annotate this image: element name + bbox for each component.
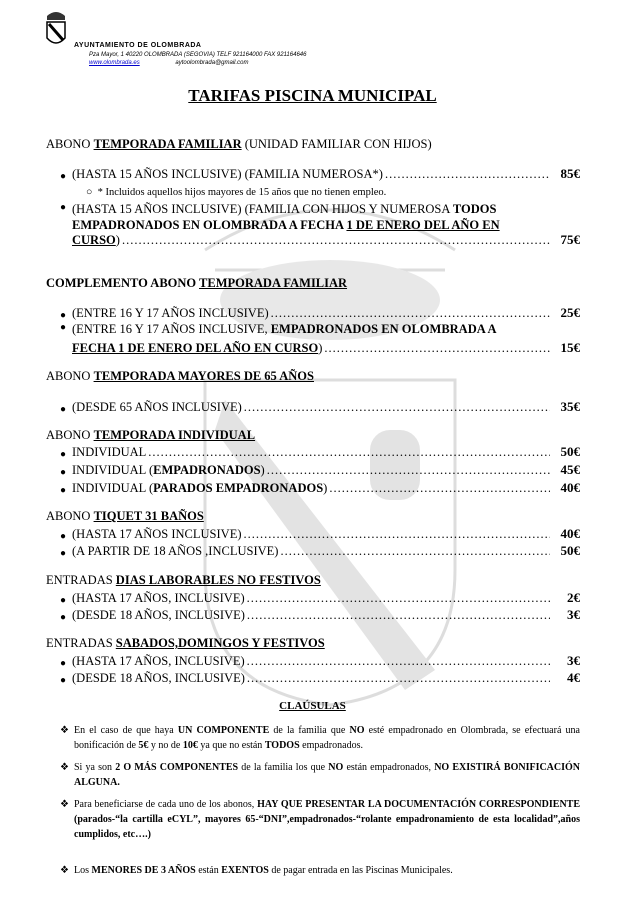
- clause-item: ❖ Para beneficiarse de cada uno de los abonos, HAY QUE PRESENTAR LA DOCUMENTACIÓN CORRESPONDIENTE (parados-“la cartilla eCYL”, mayores 65-“DNI”,empadronados-“rolante empadronamiento de esta localidad”,años cumplidos, etc….): [60, 799, 581, 840]
- note-item: ○ * Incluidos aquellos hijos mayores de 15 años que no tienen empleo.: [86, 187, 387, 198]
- clause-item: ❖ Si ya son 2 O MÁS COMPONENTES de la familia los que NO están empadronados, NO EXISTIRÁ BONIFICACIÓN ALGUNA.: [60, 762, 581, 788]
- price: 25€: [560, 305, 580, 320]
- letterhead: [44, 8, 604, 68]
- price-row: ● (HASTA 17 AÑOS, INCLUSIVE) ..... 3€: [60, 653, 580, 669]
- diamond-bullet-icon: ❖: [60, 865, 69, 876]
- clause-item: ❖ Los MENORES DE 3 AÑOS están EXENTOS de pagar entrada en las Piscinas Municipales.: [60, 865, 453, 876]
- org-name: AYUNTAMIENTO DE OLOMBRADA: [74, 42, 202, 49]
- section-laborables: ENTRADAS DIAS LABORABLES NO FESTIVOS: [46, 573, 321, 587]
- price: 3€: [567, 607, 580, 622]
- price-row: CURSO) ..... 75€: [72, 232, 580, 248]
- row-multiline: EMPADRONADOS EN OLOMBRADA A FECHA 1 DE ENERO DEL AÑO EN: [72, 218, 500, 232]
- price-row: ● (A PARTIR DE 18 AÑOS ,INCLUSIVE) ..... 50€: [60, 543, 580, 559]
- price: 85€: [560, 166, 580, 181]
- org-address: Pza Mayor, 1 40220 OLOMBRADA (SEGOVIA) TELF 921164000 FAX 921164646: [89, 52, 307, 58]
- price: 50€: [560, 444, 580, 459]
- price-row: ● (HASTA 17 AÑOS INCLUSIVE) ..... 40€: [60, 526, 580, 542]
- price-row: ● (HASTA 15 AÑOS INCLUSIVE) (FAMILIA NUMEROSA*) ..... 85€: [60, 166, 580, 182]
- diamond-bullet-icon: ❖: [60, 799, 69, 810]
- price: 50€: [560, 543, 580, 558]
- price-row: ● INDIVIDUAL (PARADOS EMPADRONADOS) ..... 40€: [60, 480, 580, 496]
- section-festivos: ENTRADAS SABADOS,DOMINGOS Y FESTIVOS: [46, 636, 325, 650]
- price: 35€: [560, 399, 580, 414]
- org-contact: [89, 60, 249, 66]
- price-row: ● (DESDE 18 AÑOS, INCLUSIVE) ..... 3€: [60, 607, 580, 623]
- section-individual: ABONO TEMPORADA INDIVIDUAL: [46, 428, 256, 442]
- diamond-bullet-icon: ❖: [60, 725, 69, 736]
- clausulas-title: CLAÚSULAS: [279, 700, 346, 712]
- price-row: ● (ENTRE 16 Y 17 AÑOS INCLUSIVE) ..... 25€: [60, 305, 580, 321]
- price-row: FECHA 1 DE ENERO DEL AÑO EN CURSO) ..... 15€: [72, 340, 580, 356]
- price-row: ● INDIVIDUAL ..... 50€: [60, 444, 580, 460]
- section-temporada-familiar: ABONO TEMPORADA FAMILIAR (UNIDAD FAMILIAR CON HIJOS): [46, 137, 432, 151]
- bullet-icon: ●: [60, 171, 67, 182]
- row-multiline: ● (ENTRE 16 Y 17 AÑOS INCLUSIVE, EMPADRONADOS EN OLOMBRADA A: [60, 322, 497, 336]
- section-mayores: ABONO TEMPORADA MAYORES DE 65 AÑOS: [46, 369, 314, 383]
- municipal-crest-icon: [44, 8, 68, 48]
- price-row: ● (HASTA 17 AÑOS, INCLUSIVE) ..... 2€: [60, 590, 580, 606]
- price: 40€: [560, 480, 580, 495]
- website-link[interactable]: www.olombrada.es: [89, 60, 140, 66]
- price-row: ● INDIVIDUAL (EMPADRONADOS) ..... 45€: [60, 462, 580, 478]
- email-text: aytoolombrada@gmail.com: [175, 60, 249, 66]
- row-multiline: ● (HASTA 15 AÑOS INCLUSIVE) (FAMILIA CON HIJOS Y NUMEROSA TODOS: [60, 202, 497, 216]
- clause-item: ❖ En el caso de que haya UN COMPONENTE de la familia que NO esté empadronado en Olombrada, se efectuará una bonificación de 5€ y no de 10€ ya que no están TODOS empadronados.: [60, 725, 580, 751]
- section-tiquet: ABONO TIQUET 31 BAÑOS: [46, 509, 204, 523]
- price: 75€: [560, 232, 580, 247]
- price: 40€: [560, 526, 580, 541]
- price: 4€: [567, 670, 580, 685]
- price: 2€: [567, 590, 580, 605]
- page-title: TARIFAS PISCINA MUNICIPAL: [188, 86, 437, 105]
- diamond-bullet-icon: ❖: [60, 762, 69, 773]
- price-row: ● (DESDE 65 AÑOS INCLUSIVE) ..... 35€: [60, 399, 580, 415]
- section-complemento: COMPLEMENTO ABONO TEMPORADA FAMILIAR: [46, 276, 348, 290]
- price-row: ● (DESDE 18 AÑOS, INCLUSIVE) ..... 4€: [60, 670, 580, 686]
- price: 15€: [560, 340, 580, 355]
- price: 3€: [567, 653, 580, 668]
- price: 45€: [560, 462, 580, 477]
